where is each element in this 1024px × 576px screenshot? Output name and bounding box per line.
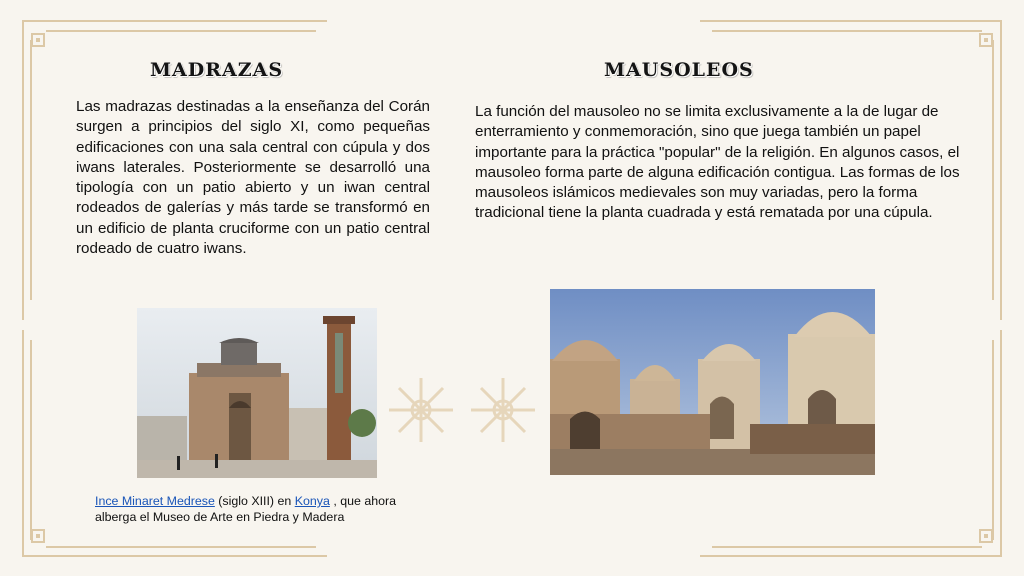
madrazas-paragraph: Las madrazas destinadas a la enseñanza del Corán surgen a principios del siglo XI, como pequeñas edificaciones con una sala central con cúpula y dos iwans laterales. Posteriormente se desarrolló una tipología con un patio abierto y un iwan central rodeados de galerías y más tarde se transformó en un edificio de planta cruciforme con un patio central rodeado de cuatro iwans. — [76, 98, 430, 258]
snowflake-ornament-icon — [465, 372, 541, 448]
corner-ornament-icon — [962, 512, 998, 548]
caption-text-1: (siglo XIII) en — [214, 494, 295, 508]
mausoleos-photo — [550, 289, 875, 475]
konya-link[interactable]: Konya — [294, 494, 330, 508]
madrazas-title: madrazas — [150, 52, 284, 83]
mausoleos-title: mausoleos — [604, 52, 754, 83]
ince-minaret-medrese-link[interactable]: Ince Minaret Medrese — [95, 494, 215, 508]
mausoleos-paragraph: La función del mausoleo no se limita exclusivamente a la de lugar de enterramiento y conmemoración, sino que juega también un papel importante para la práctica "popular" de la religión. En algunos casos, el mausoleo forma parte de alguna edificación contigua. Las formas de los mausoleos islámicos medievales son muy variadas, pero la forma tradicional tiene la planta cuadrada y está rematada por una cúpula. — [475, 103, 960, 222]
corner-ornament-icon — [28, 30, 64, 66]
caption-text-2: , que ahora alberga el Museo de Arte en Piedra y Madera — [95, 494, 397, 524]
corner-ornament-icon — [962, 30, 998, 66]
medrese-photo — [137, 308, 377, 478]
snowflake-ornament-icon — [383, 372, 459, 448]
corner-ornament-icon — [28, 512, 64, 548]
photo-caption — [95, 493, 425, 525]
